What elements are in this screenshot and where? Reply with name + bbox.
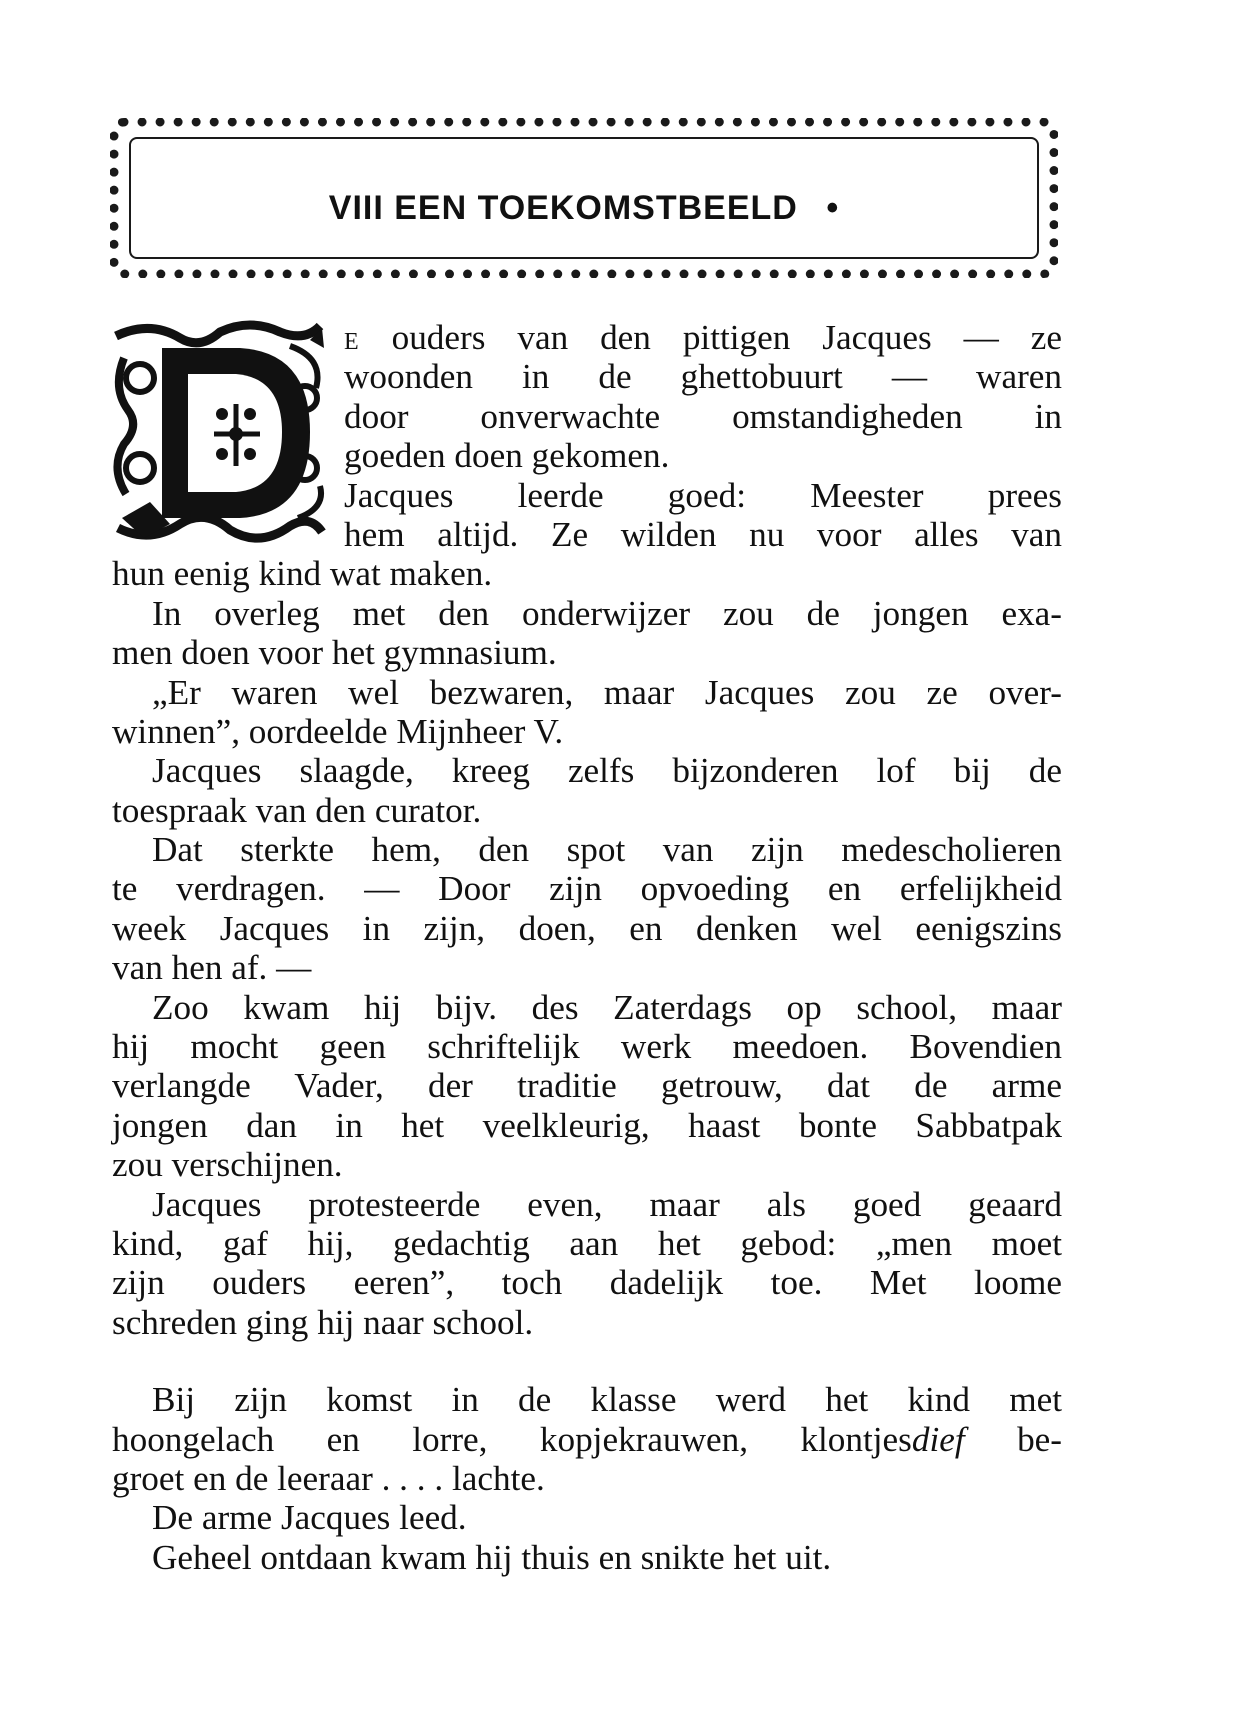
text-line: van hen af. —: [112, 948, 312, 988]
text-line: [112, 1420, 1062, 1459]
text-line: hem altijd. Ze wilden nu voor alles van: [344, 514, 1062, 554]
text-line: In overleg met den onderwijzer zou de jongen exa-: [152, 593, 1062, 633]
text-line: Jacques leerde goed: Meester prees: [344, 475, 1062, 515]
text-line: goeden doen gekomen.: [344, 436, 670, 476]
text-segment: be-: [964, 1419, 1062, 1459]
text-line: kind, gaf hij, gedachtig aan het gebod: „men moet: [112, 1223, 1062, 1263]
body-text: [112, 318, 1062, 1577]
text-line: woonden in de ghettobuurt — waren: [344, 357, 1062, 397]
italic-word: dief: [911, 1419, 965, 1459]
text-line: zou verschijnen.: [112, 1145, 343, 1185]
text-line: verlangde Vader, der traditie getrouw, dat de arme: [112, 1066, 1062, 1106]
text-line: De arme Jacques leed.: [152, 1498, 467, 1538]
text-line: Bij zijn komst in de klasse werd het kind met: [152, 1380, 1062, 1420]
text-line: groet en de leeraar . . . . lachte.: [112, 1458, 545, 1498]
text-line: Zoo kwam hij bijv. des Zaterdags op school, maar: [152, 987, 1062, 1027]
text-line: schreden ging hij naar school.: [112, 1302, 534, 1342]
small-caps-e: E: [344, 329, 360, 355]
text-line: Geheel ontdaan kwam hij thuis en snikte het uit.: [152, 1537, 832, 1577]
chapter-title: [119, 189, 1049, 228]
text-line: hij mocht geen schriftelijk werk meedoen. Bovendien: [112, 1027, 1062, 1067]
text-line: [112, 318, 1062, 357]
text-line-rest: ouders van den pittigen Jacques — ze: [359, 318, 1062, 357]
paragraph-gap: [112, 1342, 1062, 1380]
text-line: Jacques protesteerde even, maar als goed geaard: [152, 1184, 1062, 1224]
text-line: te verdragen. — Door zijn opvoeding en erfelijkheid: [112, 869, 1062, 909]
chapter-title-ornament: •: [826, 189, 840, 227]
text-line: zijn ouders eeren”, toch dadelijk toe. Met loome: [112, 1263, 1062, 1303]
text-line: „Er waren wel bezwaren, maar Jacques zou ze over-: [152, 672, 1062, 712]
text-line: Jacques slaagde, kreeg zelfs bijzonderen lof bij de: [152, 751, 1062, 791]
text-line: men doen voor het gymnasium.: [112, 633, 557, 673]
text-segment: hoongelach en lorre, kopjekrauwen, klontjes: [112, 1419, 912, 1459]
text-line: hun eenig kind wat maken.: [112, 554, 493, 594]
text-line: toespraak van den curator.: [112, 790, 482, 830]
text-line: jongen dan in het veelkleurig, haast bonte Sabbatpak: [112, 1105, 1062, 1145]
text-line: door onverwachte omstandigheden in: [344, 396, 1062, 436]
chapter-title-text: VIII EEN TOEKOMSTBEELD: [328, 189, 798, 227]
text-line: winnen”, oordeelde Mijnheer V.: [112, 711, 564, 751]
text-line: week Jacques in zijn, doen, en denken wel eenigszins: [112, 908, 1062, 948]
text-line: Dat sterkte hem, den spot van zijn medescholieren: [152, 830, 1062, 870]
chapter-header-frame: [110, 118, 1058, 278]
